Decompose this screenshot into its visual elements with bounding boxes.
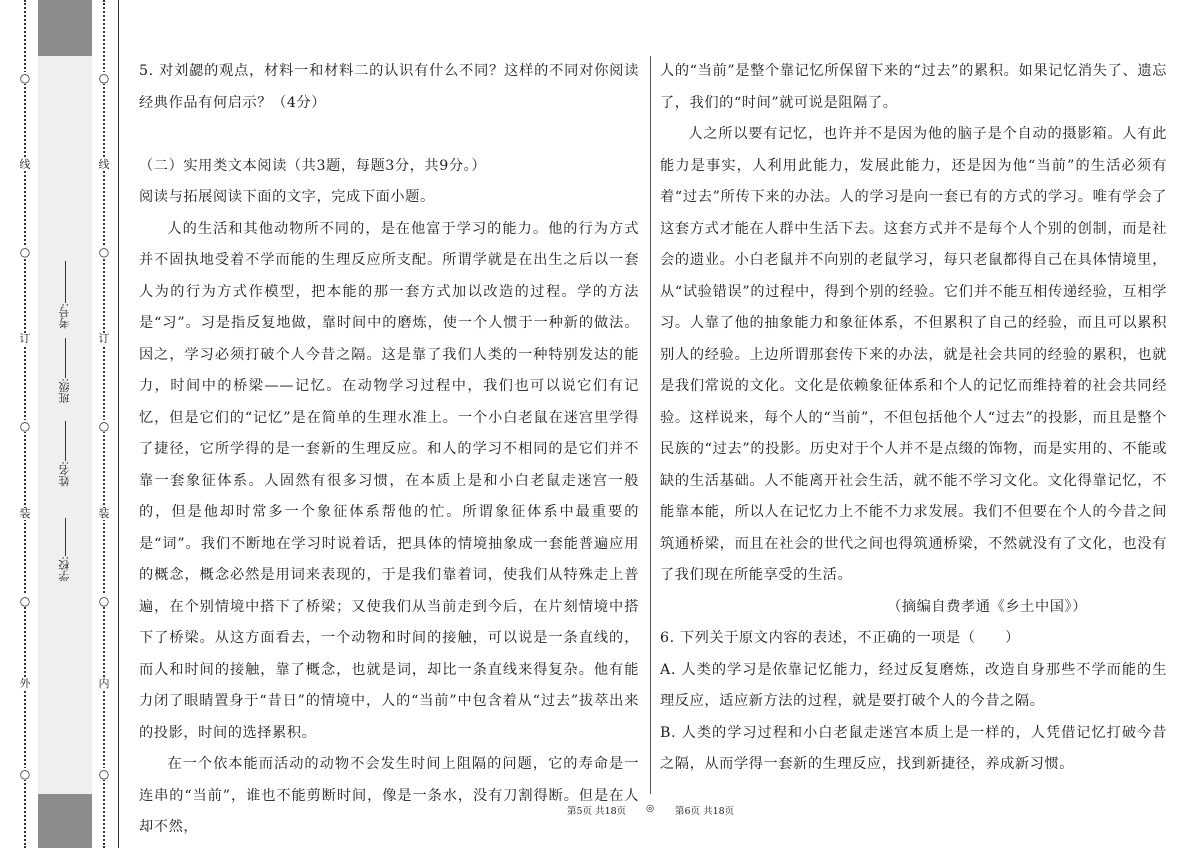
column-divider [650,56,651,794]
outer-mark-circle: ○ [17,595,33,607]
inner-mark-nei: 内 [96,678,112,690]
inner-mark-circle: ○ [96,72,112,84]
name-label: 姓名: [58,461,71,487]
margin-band-top [38,0,92,56]
school-field[interactable] [55,515,75,585]
passage-paragraph: 在一个依本能而活动的动物不会发生时间上阻隔的问题，它的寿命是一连串的“当前”，谁也不能剪断时间，像是一条水，没有刀割得断。但是在人却不然， [139,756,639,835]
outer-mark-ding: 订 [17,333,33,345]
margin-rule [118,0,119,848]
class-field[interactable] [55,335,75,407]
outer-mark-circle: ○ [17,246,33,258]
outer-mark-xian: 线 [17,159,33,171]
option-b: B. 人类的学习过程和小白老鼠走迷宫本质上是一样的，人凭借记忆打破今昔之隔，从而学得一套新的生理反应，找到新捷径，养成新习惯。 [660,724,1167,772]
question-6: 6. 下列关于原文内容的表述，不正确的一项是（ ） [660,630,1020,646]
inner-mark-ding: 订 [96,333,112,345]
passage-paragraph: 人之所以要有记忆，也许并不是因为他的脑子是个自动的摄影箱。人有此能力是事实，人利用此能力，发展此能力，还是因为他“当前”的生活必须有着“过去”所传下来的办法。人的学习是向一套已有的方式的学习。唯有学会了这套方式才能在人群中生活下去。这套方式并不是每个人个别的创制，而是社会的遗业。小白老鼠并不向别的老鼠学习，每只老鼠都得自己在具体情境里，从“试验错误”的过程中，得到个别的经验。它们并不能互相传递经验，互相学习。人靠了他的抽象能力和象征体系，不但累积了自己的经验，而且可以累积别人的经验。上边所谓那套传下来的办法，就是社会共同的经验的累积，也就是我们常说的文化。文化是依赖象征体系和个人的记忆而维持着的社会共同经验。这样说来，每个人的“当前”，不但包括他个人“过去”的投影，而且是整个民族的“过去”的投影。历史对于个人并不是点缀的饰物，而是实用的、不能或缺的生活基础。人不能离开社会生活，就不能不学习文化。文化得靠记忆，不能靠本能，所以人在记忆力上不能不力求发展。我们不但要在个人的今昔之间筑通桥梁，而且在社会的世代之间也得筑通桥梁，不然就没有了文化，也没有了我们现在所能享受的生活。 [660,126,1167,583]
left-page-number: 第5页 共18页 [567,806,627,817]
passage-paragraph: 人的生活和其他动物所不同的，是在他富于学习的能力。他的行为方式并不固执地受着不学而能的生理反应所支配。所谓学就是在出生之后以一套人为的行为方式作模型，把本能的那一套方式加以改造的过程。学的方法是“习”。习是指反复地做，靠时间中的磨炼，使一个人惯于一种新的做法。因之，学习必须打破个人今昔之隔。这是靠了我们人类的一种特别发达的能力，时间中的桥梁——记忆。在动物学习过程中，我们也可以说它们有记忆，但是它们的“记忆”是在简单的生理水准上。一个小白老鼠在迷宫里学得了捷径，它所学得的是一套新的生理反应。和人的学习不相同的是它们并不靠一套象征体系。人固然有很多习惯，在本质上是和小白老鼠走迷宫一般的，但是他却时常多一个象征体系帮他的忙。所谓象征体系中最重要的是“词”。我们不断地在学习时说着话，把具体的情境抽象成一套能普遍应用的概念，概念必然是用词来表现的，于是我们靠着词，使我们从特殊走上普遍，在个别情境中搭下了桥梁；又使我们从当前走到今后，在片刻情境中搭下了桥梁。从这方面看去，一个动物和时间的接触，可以说是一条直线的，而人和时间的接触，靠了概念，也就是词，却比一条直线来得复杂。他有能力闭了眼睛置身于“昔日”的情境中，人的“当前”中包含着从“过去”拔萃出来的投影，时间的选择累积。 [139,220,639,741]
inner-mark-circle: ○ [96,246,112,258]
name-underline [65,421,66,461]
school-label: 学校: [58,556,71,582]
class-label: 班级: [58,378,71,404]
footer-separator: ◎ [646,803,655,814]
exam-number-field[interactable] [55,258,75,332]
class-underline [65,338,66,378]
inner-mark-circle: ○ [96,595,112,607]
reading-instruction: 阅读与拓展阅读下面的文字，完成下面小题。 [139,189,435,205]
section-heading: （二）实用类文本阅读（共3题，每题3分，共9分。） [139,157,487,174]
school-underline [65,518,66,556]
right-column [660,56,1167,781]
outer-mark-circle: ○ [17,768,33,780]
inner-mark-xian: 线 [96,159,112,171]
exam-number-underline [65,261,66,303]
inner-mark-circle: ○ [96,420,112,432]
inner-mark-circle: ○ [96,768,112,780]
option-a: A. 人类的学习是依靠记忆能力，经过反复磨炼，改造自身那些不学而能的生理反应，适应新方法的过程，就是要打破个人的今昔之隔。 [660,661,1167,709]
left-column [139,56,639,844]
outer-mark-circle: ○ [17,72,33,84]
passage-source: （摘编自费孝通《乡土中国》） [887,598,1087,615]
outer-mark-wai: 外 [17,678,33,690]
outer-mark-circle: ○ [17,420,33,432]
page-footer [0,803,1200,817]
name-field[interactable] [55,418,75,490]
inner-mark-zhuang: 装 [96,508,112,520]
binding-margin [0,0,118,848]
outer-mark-zhuang: 装 [17,508,33,520]
right-page-number: 第6页 共18页 [675,806,735,817]
exam-number-label: 考号: [58,303,71,329]
question-5: 5. 对刘勰的观点，材料一和材料二的认识有什么不同？这样的不同对你阅读经典作品有何启示？（4分） [139,63,639,111]
passage-paragraph: 人的“当前”是整个靠记忆所保留下来的“过去”的累积。如果记忆消失了、遗忘了，我们的“时间”就可说是阻隔了。 [660,63,1167,111]
